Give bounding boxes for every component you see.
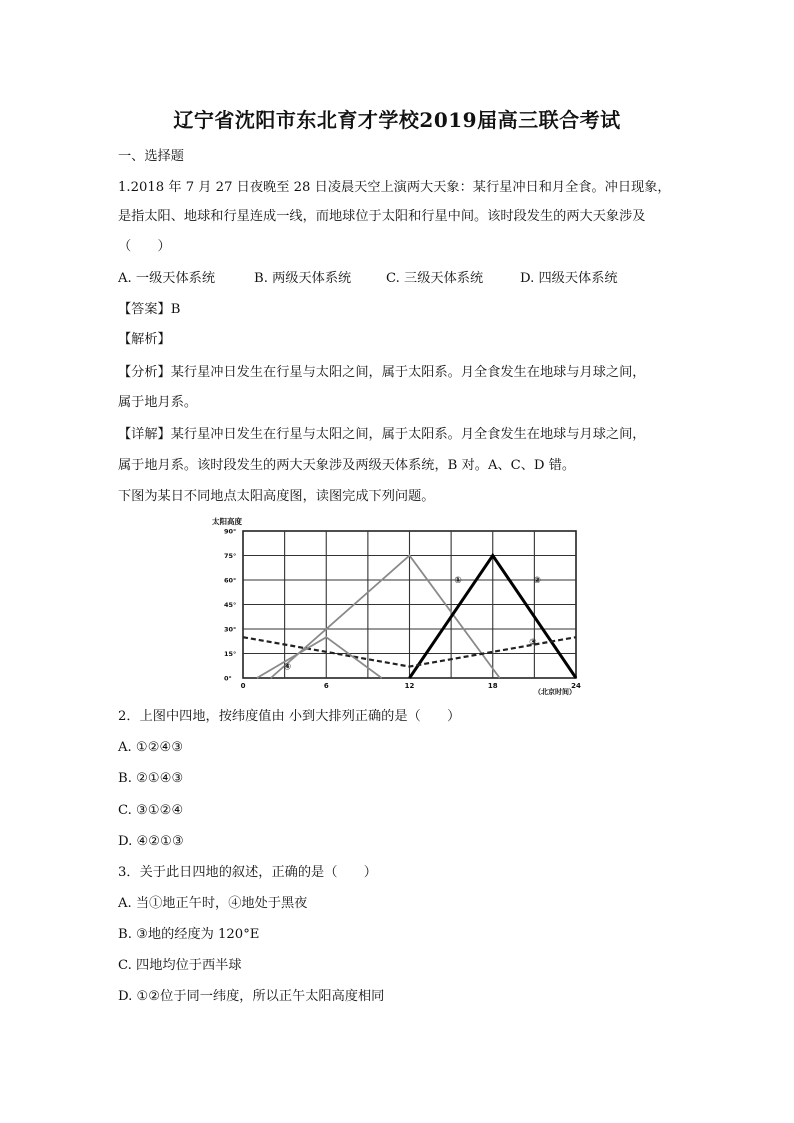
chart-xlabel: （北京时间）	[534, 688, 576, 696]
q3-option-b: B. ③地的经度为 120°E	[118, 927, 260, 942]
q1-options	[118, 270, 618, 288]
series-label: ①	[454, 576, 462, 586]
q2-option-b: B. ②①④③	[118, 771, 184, 786]
x-tick-label: 18	[487, 682, 498, 690]
series-label: ③	[529, 638, 537, 649]
q1-option-c: C. 三级天体系统	[386, 271, 484, 286]
q1-stem-line2: 是指太阳、地球和行星连成一线，而地球位于太阳和行星中间。该时段发生的两大天象涉及	[118, 209, 646, 224]
x-tick-label: 0	[240, 682, 246, 690]
q2-option-c: C. ③①②④	[118, 803, 184, 818]
y-tick-label: 15°	[224, 650, 237, 658]
solar-altitude-chart	[210, 513, 582, 698]
y-tick-label: 45°	[224, 601, 237, 609]
q1-option-b: B. 两级天体系统	[254, 271, 352, 286]
q3-stem: 3．关于此日四地的叙述，正确的是（ ）	[118, 865, 377, 880]
chart-intro: 下图为某日不同地点太阳高度图，读图完成下列问题。	[118, 489, 435, 504]
q1-option-d: D. 四级天体系统	[520, 271, 618, 286]
q1-analysis-heading: 【解析】	[118, 332, 171, 347]
q1-option-a: A. 一级天体系统	[118, 271, 216, 286]
q3-option-c: C. 四地均位于西半球	[118, 958, 242, 973]
q3-option-a: A. 当①地正午时，④地处于黑夜	[118, 896, 308, 911]
q1-detail-line2: 属于地月系。该时段发生的两大天象涉及两级天体系统，B 对。A、C、D 错。	[118, 458, 576, 473]
section-heading: 一、选择题	[118, 149, 184, 164]
x-tick-label: 6	[323, 682, 329, 690]
q1-analysis-line2: 属于地月系。	[118, 395, 198, 410]
q2-option-a: A. ①②④③	[118, 740, 184, 755]
q1-analysis-line1: 【分析】某行星冲日发生在行星与太阳之间，属于太阳系。月全食发生在地球与月球之间，	[118, 365, 646, 380]
y-tick-label: 60°	[224, 576, 237, 585]
q1-detail-line1: 【详解】某行星冲日发生在行星与太阳之间，属于太阳系。月全食发生在地球与月球之间，	[118, 427, 646, 442]
q3-option-d: D. ①②位于同一纬度，所以正午太阳高度相同	[118, 989, 385, 1004]
q2-option-d: D. ④②①③	[118, 834, 184, 849]
page-title: 辽宁省沈阳市东北育才学校2019届高三联合考试	[173, 108, 621, 132]
y-tick-label: 30°	[224, 625, 237, 634]
q1-stem-line3: （ ）	[118, 239, 171, 254]
x-tick-label: 24	[571, 682, 581, 690]
q1-stem-line1: 1.2018 年 7 月 27 日夜晚至 28 日凌晨天空上演两大天象：某行星冲日和月全食。冲日现象，	[118, 180, 671, 195]
series-line	[271, 556, 500, 679]
y-tick-label: 0°	[224, 674, 232, 683]
q1-answer: 【答案】B	[118, 302, 181, 317]
q2-stem: 2．上图中四地，按纬度值由 小到大排列正确的是（ ）	[118, 709, 461, 724]
series-label: ②	[533, 576, 541, 586]
x-tick-label: 12	[404, 682, 415, 690]
chart-ylabel: 太阳高度	[212, 517, 242, 526]
y-tick-label: 75°	[224, 552, 237, 560]
series-label: ④	[283, 662, 292, 673]
y-tick-label: 90°	[224, 527, 237, 536]
